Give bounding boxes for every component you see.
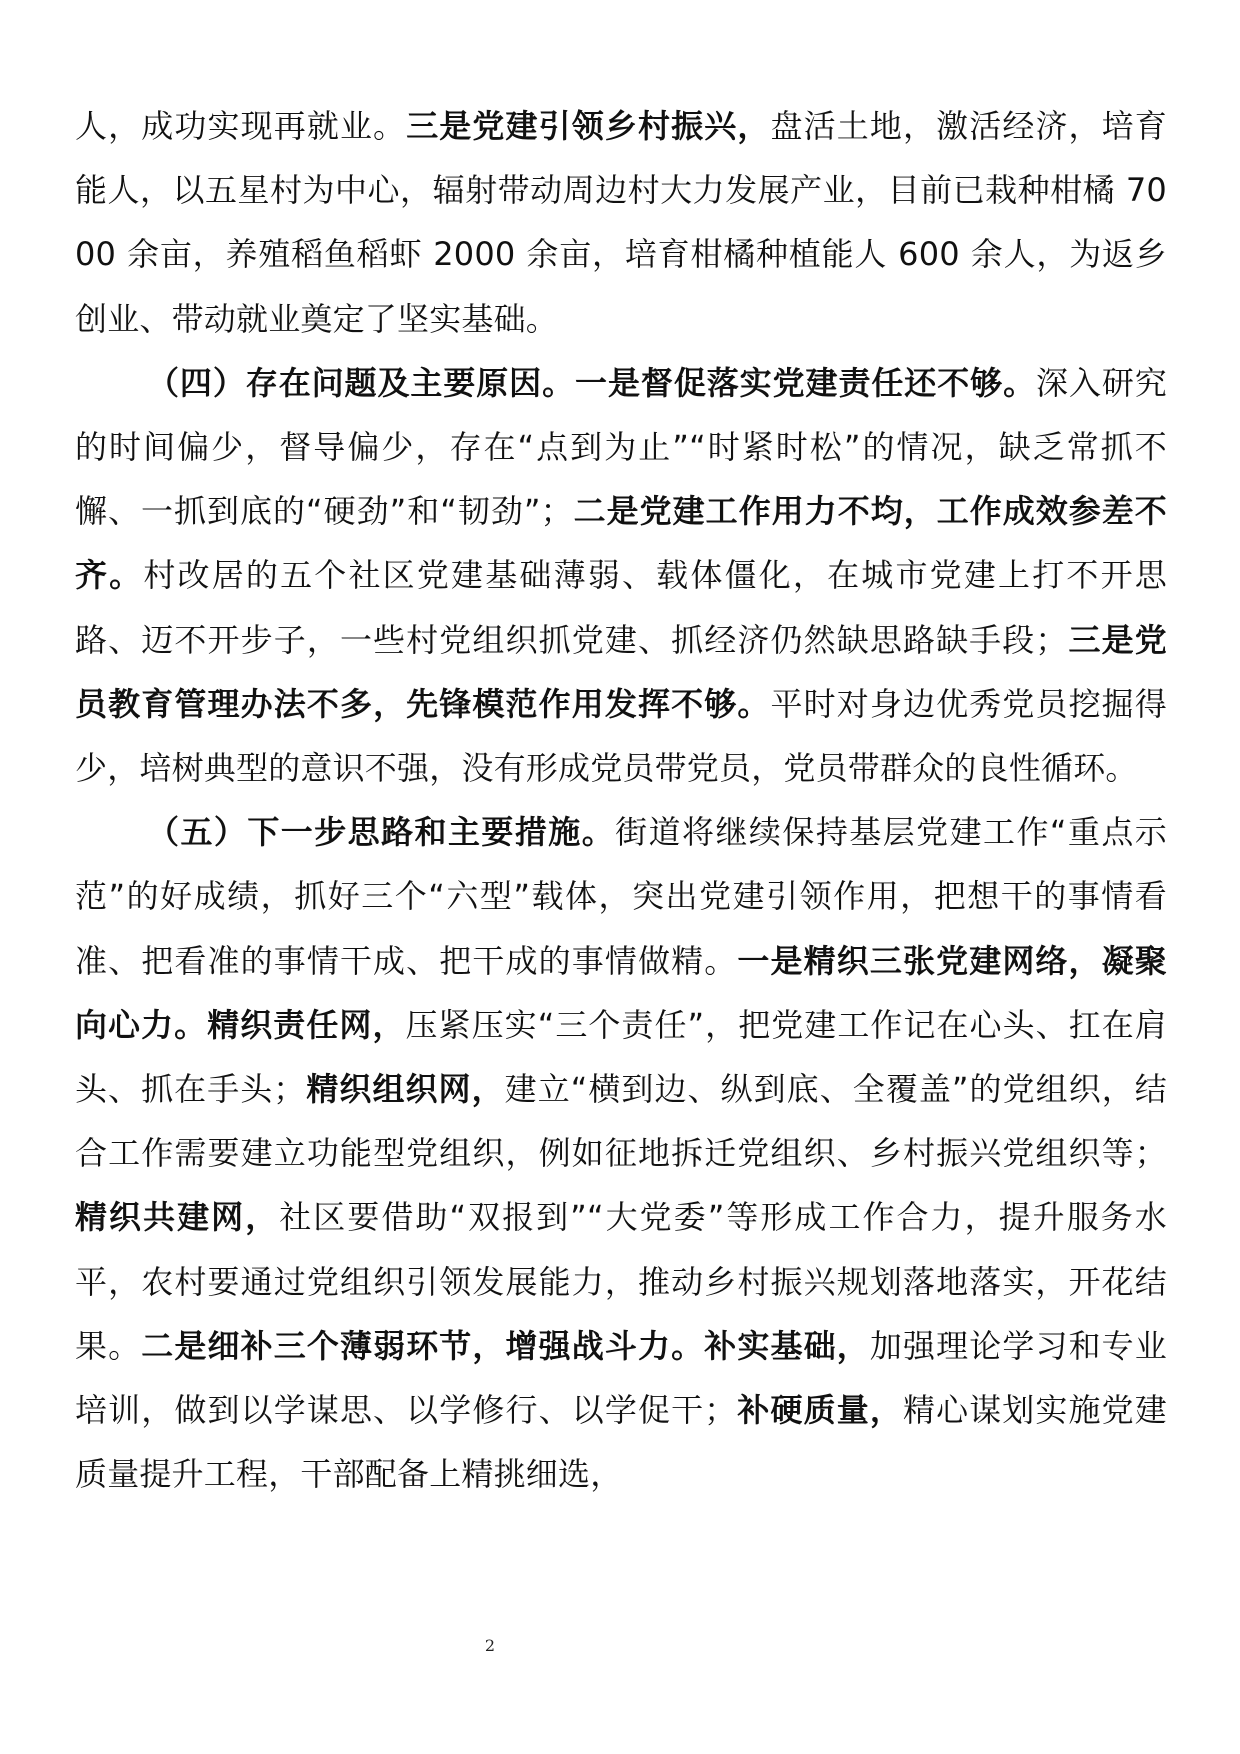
bold-text-run: 二是细补三个薄弱环节，增强战斗力。补实基础， — [141, 1326, 870, 1365]
text-run: 建立“横到边、纵到底、全覆盖”的党组织，结合工作需要建立功能型党组织，例如征地拆迁党组织、乡村振兴党组织等； — [75, 1070, 1168, 1173]
text-run: 精心谋划实施党建质量提升工程，干部配备上精挑细选， — [75, 1391, 1167, 1494]
bold-text-run: 一是精织三张党建网络，凝聚向心力。精织责任网， — [75, 941, 1167, 1044]
paragraph-existing-problems — [75, 351, 1167, 800]
text-run: 人，成功实现再就业。 — [75, 107, 407, 145]
section-heading-run: （四）存在问题及主要原因。一是督促落实党建责任还不够。 — [147, 363, 1037, 402]
text-run: 压紧压实“三个责任”，把党建工作记在心头、扛在肩头、抓在手头； — [75, 1005, 1167, 1109]
text-run: 街道将继续保持基层党建工作“重点示范”的好成绩，抓好三个“六型”载体，突出党建引领作用，把想干的事情看准、把看准的事情干成、把干成的事情做精。 — [75, 813, 1167, 980]
bold-text-run: 补硬质量， — [736, 1391, 903, 1430]
text-run: 社区要借助“双报到”“大党委”等形成工作合力，提升服务水平，农村要通过党组织引领发展能力，推动乡村振兴规划落地落实，开花结果。 — [75, 1198, 1167, 1365]
page-number: 2 — [484, 1636, 496, 1655]
section-heading-run: （五）下一步思路和主要措施。 — [147, 813, 616, 852]
bold-text-run: 三是党员教育管理办法不多，先锋模范作用发挥不够。 — [75, 620, 1167, 723]
text-run: 加强理论学习和专业培训，做到以学谋思、以学修行、以学促干； — [75, 1326, 1168, 1430]
paragraph-next-steps — [75, 800, 1167, 1506]
text-run: 盘活土地，激活经济，培育能人，以五星村为中心，辐射带动周边村大力发展产业，目前已栽种柑橘 7000 余亩，养殖稻鱼稻虾 2000 余亩，培育柑橘种植能人 600 余人，为返乡创业、带动就业奠定了坚实基础。 — [75, 107, 1167, 338]
text-run: 平时对身边优秀党员挖掘得少，培树典型的意识不强，没有形成党员带党员，党员带群众的良性循环。 — [75, 684, 1168, 788]
text-run: 深入研究的时间偏少，督导偏少，存在“点到为止”“时紧时松”的情况，缺乏常抓不懈、一抓到底的“硬劲”和“韧劲”； — [75, 363, 1167, 531]
bold-text-run: 二是党建工作用力不均，工作成效参差不齐。 — [75, 492, 1167, 595]
bold-text-run: 精织共建网， — [75, 1198, 280, 1237]
text-run: 村改居的五个社区党建基础薄弱、载体僵化，在城市党建上打不开思路、迈不开步子，一些村党组织抓党建、抓经济仍然缺思路缺手段； — [75, 556, 1167, 659]
paragraph-continued — [75, 94, 1167, 351]
bold-text-run: 精织组织网， — [305, 1070, 505, 1109]
bold-text-run: 三是党建引领乡村振兴， — [406, 107, 771, 145]
document-body — [75, 94, 1167, 1506]
